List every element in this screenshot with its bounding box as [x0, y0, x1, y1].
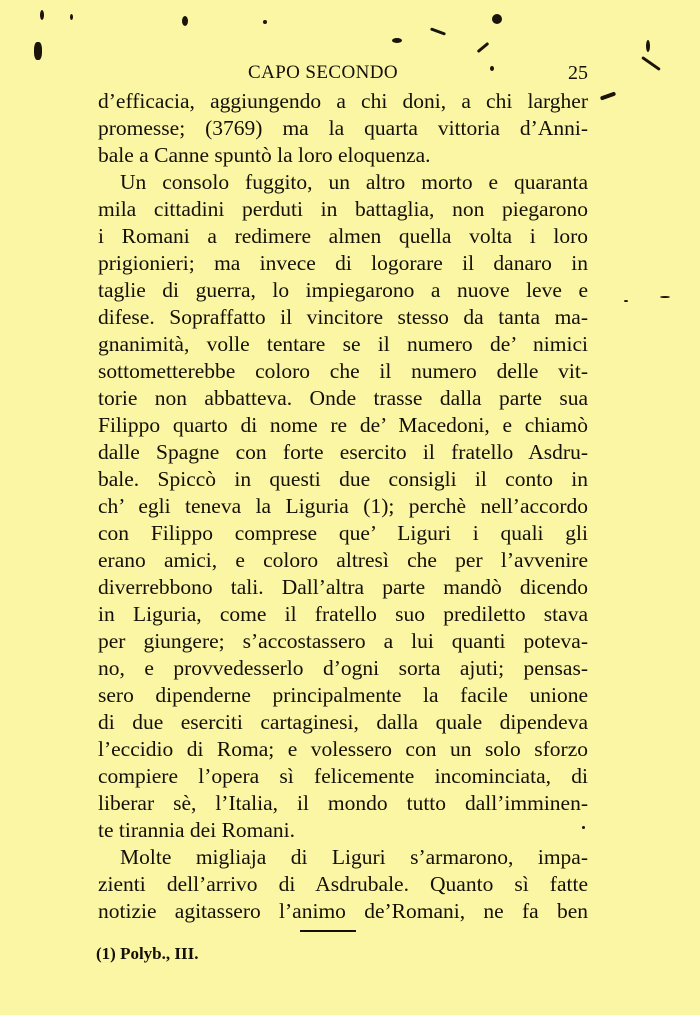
footnote: (1) Polyb., III.	[96, 944, 199, 963]
text-line: di due eserciti cartaginesi, dalla quale dipendeva	[98, 710, 588, 734]
ink-speck	[34, 42, 42, 60]
text-line: per giungere; s’accostassero a lui quanti poteva-	[98, 629, 588, 653]
text-line: d’efficacia, aggiungendo a chi doni, a chi largher	[98, 89, 588, 113]
text-line: no, e provvedesserlo d’ogni sorta ajuti; pensas-	[98, 656, 588, 680]
text-line: bale. Spiccò in questi due consigli il conto in	[98, 467, 588, 491]
text-line: notizie agitassero l’animo de’Romani, ne fa ben	[98, 899, 588, 923]
text-line: zienti dell’arrivo di Asdrubale. Quanto sì fatte	[98, 872, 588, 896]
text-line: Molte migliaja di Liguri s’armarono, impa-	[120, 845, 588, 869]
text-line: ch’ egli teneva la Liguria (1); perchè nell’accordo	[98, 494, 588, 518]
text-line: l’eccidio di Roma; e volessero con un solo sforzo	[98, 737, 588, 761]
ink-speck	[40, 10, 44, 20]
text-line: compiere l’opera sì felicemente incominciata, di	[98, 764, 588, 788]
ink-speck	[70, 14, 73, 20]
text-line: sero dipenderne principalmente la facile unione	[98, 683, 588, 707]
text-line: dalle Spagne con forte esercito il fratello Asdru-	[98, 440, 588, 464]
ink-speck	[660, 296, 670, 298]
page-header	[98, 58, 588, 92]
ink-speck	[182, 16, 188, 26]
ink-speck	[492, 14, 502, 24]
ink-speck	[477, 42, 490, 53]
body-text	[98, 88, 588, 925]
text-line: Un consolo fuggito, un altro morto e quaranta	[120, 170, 588, 194]
text-line: Filippo quarto di nome re de’ Macedoni, e chiamò	[98, 413, 588, 437]
text-line: diverrebbono tali. Dall’altra parte mandò dicendo	[98, 575, 588, 599]
text-line: promesse; (3769) ma la quarta vittoria d’Anni-	[98, 116, 588, 140]
text-line: taglie di guerra, lo impiegarono a nuove leve e	[98, 278, 588, 302]
ink-speck	[263, 20, 267, 24]
text-line: gnanimità, volle tentare se il numero de’ nimici	[98, 332, 588, 356]
text-line: bale a Canne spuntò la loro eloquenza.	[98, 143, 431, 167]
page-number: 25	[568, 62, 588, 84]
running-head: CAPO SECONDO	[248, 62, 398, 83]
ink-speck	[641, 56, 661, 71]
ink-speck	[600, 91, 616, 100]
ink-speck	[392, 38, 402, 43]
text-line: difese. Sopraffatto il vincitore stesso da tanta ma-	[98, 305, 588, 329]
ink-speck	[646, 40, 650, 52]
footnote-rule	[300, 930, 356, 932]
text-line: torie non abbatteva. Onde trasse dalla parte sua	[98, 386, 588, 410]
text-line: i Romani a redimere almen quella volta i loro	[98, 224, 588, 248]
text-line: in Liguria, come il fratello suo prediletto stava	[98, 602, 588, 626]
text-line: prigionieri; ma invece di logorare il danaro in	[98, 251, 588, 275]
text-line: te tirannia dei Romani.	[98, 818, 296, 842]
text-line: mila cittadini perduti in battaglia, non piegarono	[98, 197, 588, 221]
text-line: erano amici, e coloro altresì che per l’avvenire	[98, 548, 588, 572]
text-line: con Filippo comprese que’ Liguri i quali gli	[98, 521, 588, 545]
ink-speck	[624, 300, 628, 302]
text-line: liberar sè, l’Italia, il mondo tutto dall’imminen-	[98, 791, 588, 815]
ink-speck	[430, 27, 446, 35]
text-line: sottometterebbe coloro che il numero delle vit-	[98, 359, 588, 383]
